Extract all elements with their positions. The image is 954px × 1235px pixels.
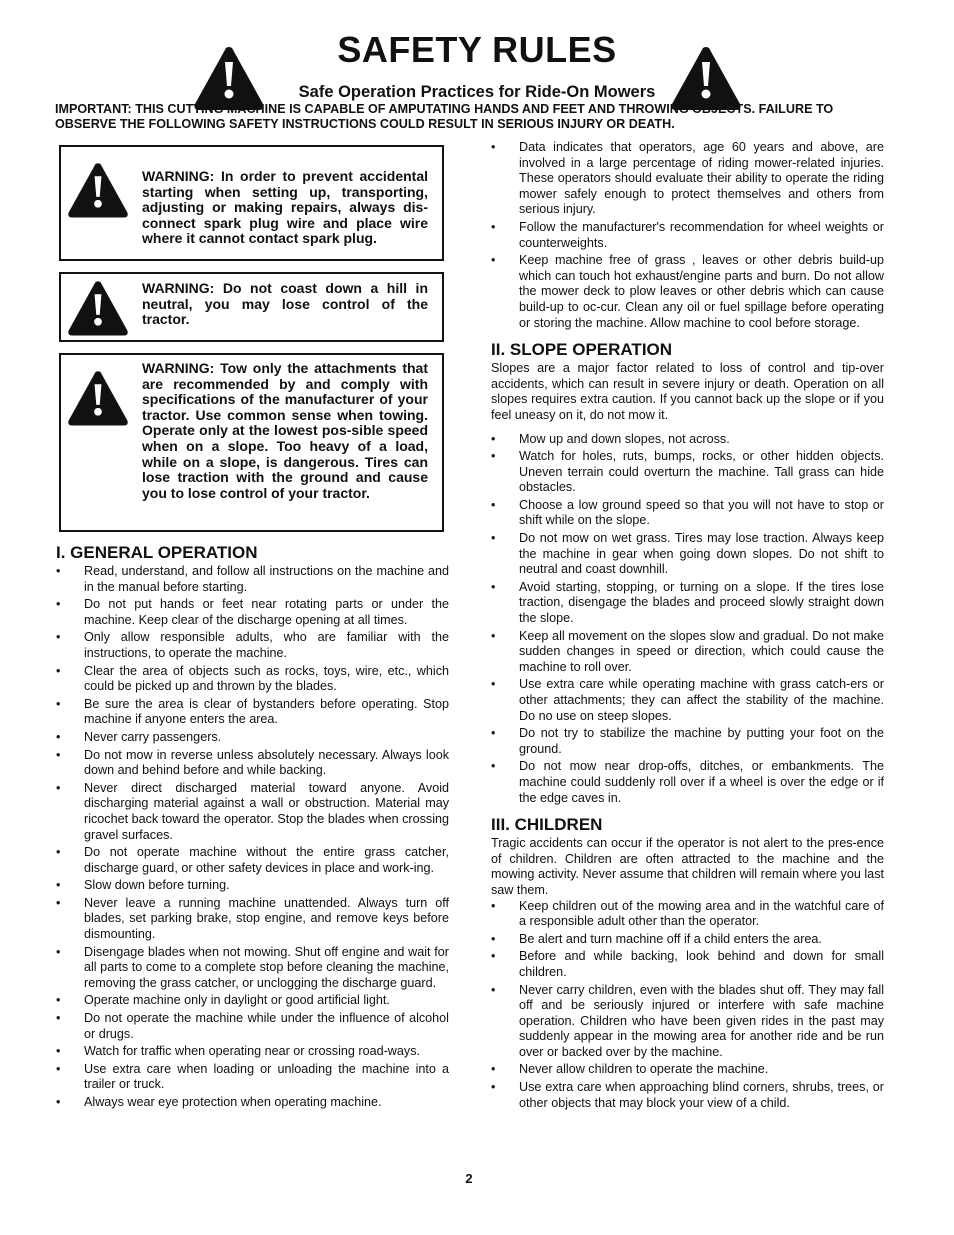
list-item: • Operate machine only in daylight or good artificial light.	[56, 993, 449, 1009]
list-item: • Do not try to stabilize the machine by putting your foot on the ground.	[491, 726, 884, 757]
list-item: • Use extra care when loading or unloading the machine into a trailer or truck.	[56, 1062, 449, 1093]
warning-text: WARNING: Tow only the attachments that are recommended by and comply with specifications of the manufacturer of your tractor. Use common sense when towing. Operate only at the lowest pos-sible speed when on a slope. Too heavy of a load, while on a slope, is dangerous. Tires can lose traction with the ground and cause you to lose control of your tractor.	[142, 360, 428, 501]
list-item: • Only allow responsible adults, who are familiar with the instructions, to operate the machine.	[56, 630, 449, 661]
warning-box-coast	[59, 272, 444, 342]
list-item: • Never carry passengers.	[56, 730, 449, 746]
list-item: • Avoid starting, stopping, or turning on a slope. If the tires lose traction, disengage the blades and proceed slowly straight down the slope.	[491, 580, 884, 627]
list-item: • Be alert and turn machine off if a child enters the area.	[491, 932, 884, 948]
list-item: • Do not put hands or feet near rotating parts or under the machine. Keep clear of the discharge opening at all times.	[56, 597, 449, 628]
list-item: • Slow down before turning.	[56, 878, 449, 894]
section-intro: Tragic accidents can occur if the operator is not alert to the pres-ence of children. Children are often attracted to the machine and the mowing activity. Never assume that children will remain where you last saw them.	[491, 836, 884, 897]
warning-triangle-icon	[67, 369, 129, 427]
list-item: • Never direct discharged material toward anyone. Avoid discharging material against a wall or obstruction. Material may ricochet back toward the operator. Stop the blades when crossing gravel surfaces.	[56, 781, 449, 843]
list-item: • Before and while backing, look behind and down for small children.	[491, 949, 884, 980]
list-item: • Follow the manufacturer's recommendation for wheel weights or counterweights.	[491, 220, 884, 251]
section-heading: II. SLOPE OPERATION	[491, 340, 673, 360]
warning-box-tow	[59, 353, 444, 532]
warning-text: WARNING: Do not coast down a hill in neutral, you may lose control of the tractor.	[142, 280, 428, 328]
list-item: • Choose a low ground speed so that you will not have to stop or shift while on the slope.	[491, 498, 884, 529]
list-item: • Disengage blades when not mowing. Shut off engine and wait for all parts to come to a complete stop before cleaning the machine, removing the grass catcher, or unclogging the discharge guard.	[56, 945, 449, 992]
list-item: • Data indicates that operators, age 60 years and above, are involved in a large percentage of riding mower-related injuries. These operators should evaluate their ability to operate the riding mower safely enough to protect themselves and others from serious injury.	[491, 140, 884, 218]
slope-operation-section	[491, 339, 884, 806]
list-item: • Keep machine free of grass , leaves or other debris build-up which can touch hot exhaust/engine parts and burn. Do not allow the mower deck to plow leaves or other debris which can cause build-up to oc-cur. Clean any oil or fuel spillage before operating or storing the machine. Allow machine to cool before storage.	[491, 253, 884, 331]
page-subtitle: Safe Operation Practices for Ride-On Mowers	[298, 83, 656, 101]
list-item: • Do not operate the machine while under the influence of alcohol or drugs.	[56, 1011, 449, 1042]
slope-list	[491, 432, 884, 807]
section-heading: III. CHILDREN	[491, 815, 603, 835]
list-item: • Read, understand, and follow all instructions on the machine and in the manual before starting.	[56, 564, 449, 595]
list-item: • Do not mow on wet grass. Tires may lose traction. Always keep the machine in gear when going down slopes. Do not shift to neutral and coast downhill.	[491, 531, 884, 578]
warning-box-spark-plug	[59, 145, 444, 261]
list-item: • Always wear eye protection when operating machine.	[56, 1095, 449, 1111]
important-notice: IMPORTANT: THIS CUTTING MACHINE IS CAPABLE OF AMPUTATING HANDS AND FEET AND THROWING OBJECTS. FAILURE TO OBSERVE THE FOLLOWING SAFETY INSTRUCTIONS COULD RESULT IN SERIOUS INJURY OR DEATH.	[55, 102, 834, 131]
section-intro: Slopes are a major factor related to loss of control and tip-over accidents, which can result in severe injury or death. Operation on all slopes requires extra caution. If you cannot back up the slope or if you feel uneasy on it, do not mow it.	[491, 361, 884, 422]
right-column	[491, 140, 884, 1113]
list-item: • Watch for holes, ruts, bumps, rocks, or other hidden objects. Uneven terrain could overturn the machine. Tall grass can hide obstacles.	[491, 449, 884, 496]
general-list	[56, 564, 449, 1111]
list-item: • Clear the area of objects such as rocks, toys, wire, etc., which could be picked up and thrown by the blades.	[56, 664, 449, 695]
list-item: • Never carry children, even with the blades shut off. They may fall off and be seriously injured or interfere with safe machine operation. Children who have been given rides in the past may suddenly appear in the mowing area for another ride and be run over or backed over by the machine.	[491, 983, 884, 1061]
list-item: • Use extra care when approaching blind corners, shrubs, trees, or other objects that may block your view of a child.	[491, 1080, 884, 1111]
children-list	[491, 899, 884, 1112]
list-item: • Do not operate machine without the entire grass catcher, discharge guard, or other safety devices in place and work-ing.	[56, 845, 449, 876]
list-item: • Do not mow in reverse unless absolutely necessary. Always look down and behind before and while backing.	[56, 748, 449, 779]
age-list	[491, 140, 884, 331]
list-item: • Be sure the area is clear of bystanders before operating. Stop machine if anyone enters the area.	[56, 697, 449, 728]
list-item: • Never allow children to operate the machine.	[491, 1062, 884, 1078]
list-item: • Mow up and down slopes, not across.	[491, 432, 884, 448]
list-item: • Do not mow near drop-offs, ditches, or embankments. The machine could suddenly roll over if a wheel is over the edge or if the edge caves in.	[491, 759, 884, 806]
general-operation-section	[56, 542, 449, 1113]
list-item: • Never leave a running machine unattended. Always turn off blades, set parking brake, stop engine, and remove keys before dismounting.	[56, 896, 449, 943]
section-heading: I. GENERAL OPERATION	[56, 543, 258, 562]
list-item: • Watch for traffic when operating near or crossing road-ways.	[56, 1044, 449, 1060]
page-number: 2	[465, 1171, 473, 1186]
list-item: • Keep all movement on the slopes slow and gradual. Do not make sudden changes in speed or direction, which could cause the machine to roll over.	[491, 629, 884, 676]
list-item: • Use extra care while operating machine with grass catch-ers or other attachments; they can affect the stability of the machine. Do no use on steep slopes.	[491, 677, 884, 724]
warning-triangle-icon	[67, 280, 129, 336]
warning-text: WARNING: In order to prevent accidental starting when setting up, transporting, adjusting or making repairs, always dis-connect spark plug wire and place wire where it cannot contact spark plug.	[142, 168, 428, 247]
list-item: • Keep children out of the mowing area and in the watchful care of a responsible adult other than the operator.	[491, 899, 884, 930]
children-section	[491, 814, 884, 1111]
warning-triangle-icon	[67, 161, 129, 219]
page-title: SAFETY RULES	[337, 29, 617, 70]
